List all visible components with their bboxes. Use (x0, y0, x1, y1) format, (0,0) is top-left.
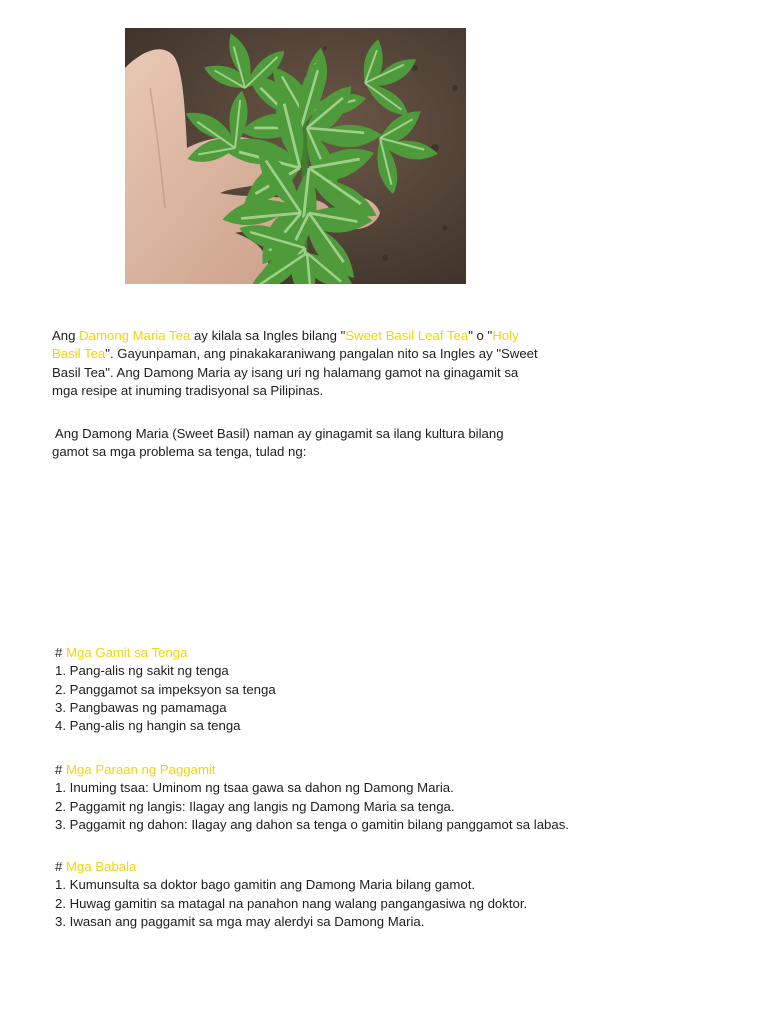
intro-text-2: ay kilala sa Ingles bilang " (190, 328, 346, 343)
section-ear-uses (55, 644, 675, 735)
intro-paragraph (52, 327, 562, 400)
ear-use-paragraph (52, 425, 562, 462)
heading-hash: # (55, 859, 66, 874)
plant-photo (125, 28, 466, 284)
list-item: 1. Pang-alis ng sakit ng tenga (55, 663, 229, 679)
section-heading (55, 761, 675, 779)
heading-hash: # (55, 762, 66, 777)
section-warnings (55, 858, 675, 931)
list-item: 2. Panggamot sa impeksyon sa tenga (55, 681, 276, 697)
ear-use-line-1: Ang Damong Maria (Sweet Basil) naman ay ginagamit sa ilang kultura bilang (52, 426, 504, 441)
section-heading (55, 858, 675, 876)
section-usage-methods (55, 761, 675, 834)
heading-hash: # (55, 645, 66, 660)
holy-basil-tea-highlight-b: Basil Tea (52, 346, 106, 362)
holy-basil-tea-highlight-a: Holy (492, 328, 519, 343)
section-title: Mga Gamit sa Tenga (66, 645, 188, 660)
list-item: 1. Inuming tsaa: Uminom ng tsaa gawa sa dahon ng Damong Maria. (55, 780, 454, 796)
list-item: 3. Iwasan ang paggamit sa mga may alerdyi sa Damong Maria. (55, 913, 425, 929)
section-heading (55, 644, 675, 662)
section-title: Mga Paraan ng Paggamit (66, 762, 216, 777)
list-item: 2. Huwag gamitin sa matagal na panahon nang walang pangangasiwa ng doktor. (55, 895, 528, 911)
intro-text-5: Basil Tea". Ang Damong Maria ay isang uri ng halamang gamot na ginagamit sa (52, 364, 519, 380)
intro-text-3: " o " (468, 328, 493, 343)
list-item: 3. Pangbawas ng pamamaga (55, 699, 227, 715)
intro-text-6: mga resipe at inuming tradisyonal sa Pilipinas. (52, 382, 324, 398)
intro-text-1: Ang (52, 328, 80, 343)
list-item: 2. Paggamit ng langis: Ilagay ang langis ng Damong Maria sa tenga. (55, 798, 455, 814)
list-item: 3. Paggamit ng dahon: Ilagay ang dahon sa tenga o gamitin bilang panggamot sa labas. (55, 816, 569, 832)
list-item: 4. Pang-alis ng hangin sa tenga (55, 718, 241, 734)
intro-text-4: ". Gayunpaman, ang pinakakaraniwang pangalan nito sa Ingles ay "Sweet (105, 346, 538, 362)
list-item: 1. Kumunsulta sa doktor bago gamitin ang Damong Maria bilang gamot. (55, 877, 476, 893)
section-title: Mga Babala (66, 859, 137, 874)
damong-maria-tea-highlight: Damong Maria Tea (79, 328, 191, 343)
plant-photo-drawing (125, 28, 466, 284)
ear-use-line-2: gamot sa mga problema sa tenga, tulad ng: (52, 444, 307, 460)
sweet-basil-leaf-tea-highlight: Sweet Basil Leaf Tea (345, 328, 469, 343)
